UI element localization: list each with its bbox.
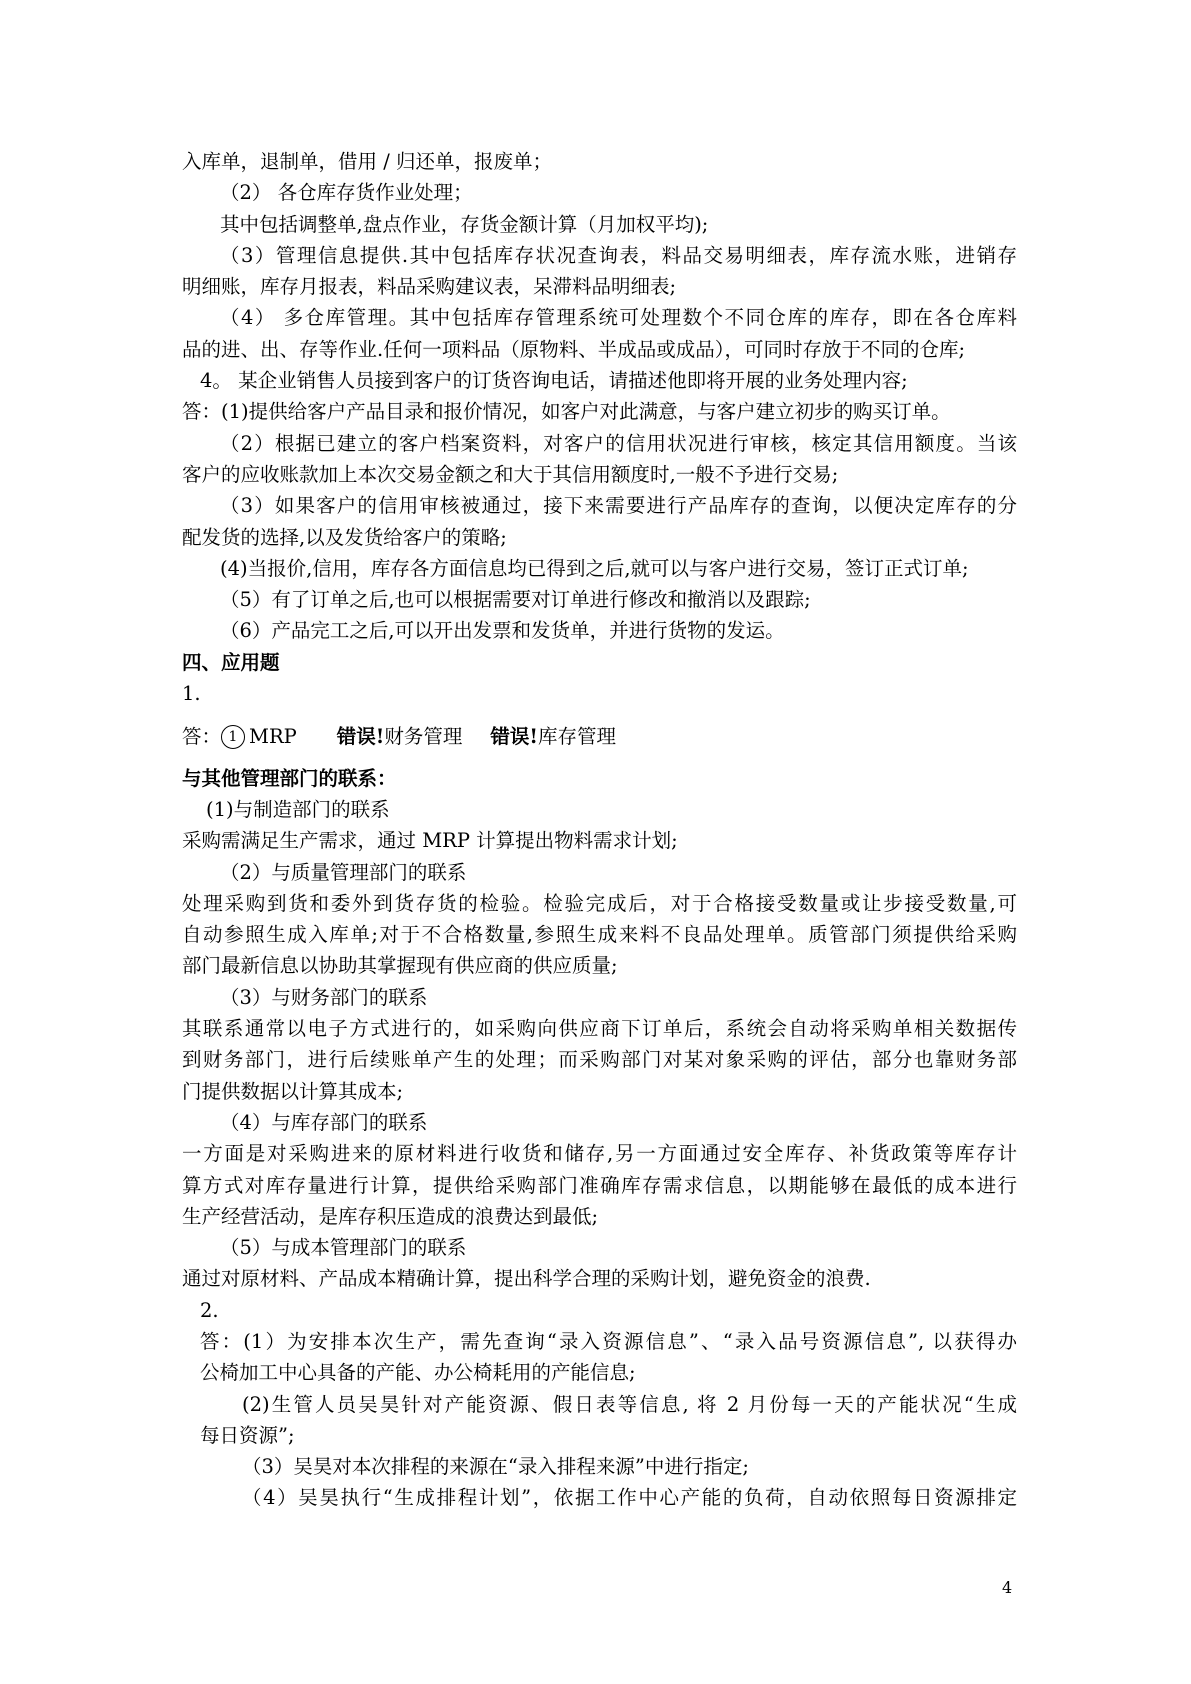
- text-line: 一方面是对采购进来的原材料进行收货和储存,另一方面通过安全库存、补货政策等库存计: [182, 1142, 1017, 1166]
- text-line: 客户的应收账款加上本次交易金额之和大于其信用额度时,一般不予进行交易;: [182, 462, 839, 486]
- text-line: (4)当报价,信用，库存各方面信息均已得到之后,就可以与客户进行交易，签订正式订单;: [220, 556, 969, 580]
- spacer: [182, 753, 1017, 763]
- text-line: 部门最新信息以协助其掌握现有供应商的供应质量;: [182, 954, 618, 978]
- item-number: 2.: [200, 1298, 219, 1322]
- text-line: 算方式对库存量进行计算，提供给采购部门准确库存需求信息，以期能够在最低的成本进行: [182, 1173, 1017, 1197]
- text-line: 明细账，库存月报表，料品采购建议表，呆滞料品明细表;: [182, 275, 677, 299]
- text-line: (1)与制造部门的联系: [206, 797, 390, 821]
- text-line: （2） 各仓库存货作业处理；: [220, 181, 473, 205]
- text-line: 自动参照生成入库单;对于不合格数量,参照生成来料不良品处理单。质管部门须提供给采购: [182, 923, 1017, 947]
- text-line: 答：(1）为安排本次生产，需先查询“录入资源信息”、“录入品号资源信息”, 以获得办: [200, 1329, 1017, 1353]
- finance-label: 财务管理: [384, 725, 463, 749]
- text-line: 配发货的选择,以及发货给客户的策略;: [182, 525, 507, 549]
- text-line: 通过对原材料、产品成本精确计算，提出科学合理的采购计划，避免资金的浪费.: [182, 1267, 871, 1291]
- text-line: 处理采购到货和委外到货存货的检验。检验完成后，对于合格接受数量或让步接受数量,可: [182, 891, 1017, 915]
- subsection-heading: 与其他管理部门的联系：: [182, 766, 397, 790]
- text-line: （3）吴昊对本次排程的来源在“录入排程来源”中进行指定;: [242, 1455, 749, 1479]
- document-body: [182, 146, 1017, 1514]
- error-marker: 错误!: [490, 725, 538, 749]
- spacer: [182, 709, 1017, 721]
- text-line: (2)生管人员吴昊针对产能资源、假日表等信息, 将 2 月份每一天的产能状况“生成: [242, 1392, 1017, 1416]
- question-4: 4。 某企业销售人员接到客户的订货咨询电话，请描述他即将开展的业务处理内容;: [200, 369, 908, 393]
- text-line: 其中包括调整单,盘点作业，存货金额计算（月加权平均);: [220, 212, 709, 236]
- text-line: 采购需满足生产需求，通过 MRP 计算提出物料需求计划;: [182, 829, 678, 853]
- mrp-label: MRP: [249, 725, 297, 749]
- text-line: 品的进、出、存等作业.任何一项料品（原物料、半成品或成品），可同时存放于不同的仓库;: [182, 337, 966, 361]
- page-number: 4: [1002, 1578, 1013, 1597]
- inventory-label: 库存管理: [537, 725, 616, 749]
- text-line: （3）管理信息提供.其中包括库存状况查询表，料品交易明细表，库存流水账，进销存: [220, 243, 1017, 267]
- text-line: 每日资源”;: [200, 1423, 295, 1447]
- text-line: 到财务部门，进行后续账单产生的处理；而采购部门对某对象采购的评估，部分也靠财务部: [182, 1048, 1017, 1072]
- text-line: （5）有了订单之后,也可以根据需要对订单进行修改和撤消以及跟踪;: [220, 588, 811, 612]
- text-line: （5）与成本管理部门的联系: [220, 1236, 467, 1260]
- answer-diagram-row: [182, 721, 1017, 752]
- text-line: 门提供数据以计算其成本;: [182, 1079, 404, 1103]
- text-line: 其联系通常以电子方式进行的，如采购向供应商下订单后，系统会自动将采购单相关数据传: [182, 1017, 1017, 1041]
- text-line: （2）根据已建立的客户档案资料，对客户的信用状况进行审核，核定其信用额度。当该: [220, 431, 1017, 455]
- text-line: 生产经营活动，是库存积压造成的浪费达到最低;: [182, 1204, 599, 1228]
- text-line: 答：(1)提供给客户产品目录和报价情况，如客户对此满意，与客户建立初步的购买订单。: [182, 400, 951, 424]
- error-marker: 错误!: [336, 725, 385, 749]
- text-line: （2）与质量管理部门的联系: [220, 860, 467, 884]
- text-line: 公椅加工中心具备的产能、办公椅耗用的产能信息;: [200, 1361, 636, 1385]
- text-line: （3）如果客户的信用审核被通过，接下来需要进行产品库存的查询，以便决定库存的分: [220, 494, 1017, 518]
- section-heading: 四、应用题: [182, 650, 280, 674]
- item-number: 1.: [182, 682, 201, 706]
- text-line: 入库单，退制单，借用 / 归还单，报废单；: [182, 150, 552, 173]
- text-line: （3）与财务部门的联系: [220, 985, 428, 1009]
- text-line: （4） 多仓库管理。其中包括库存管理系统可处理数个不同仓库的库存，即在各仓库料: [220, 306, 1017, 330]
- answer-prefix: 答：: [182, 725, 222, 749]
- text-line: （4）与库存部门的联系: [220, 1110, 428, 1134]
- circled-number-icon: 1: [221, 725, 245, 749]
- text-line: （4）吴昊执行“生成排程计划”，依据工作中心产能的负荷，自动依照每日资源排定: [242, 1486, 1017, 1510]
- text-line: （6）产品完工之后,可以开出发票和发货单，并进行货物的发运。: [220, 619, 785, 643]
